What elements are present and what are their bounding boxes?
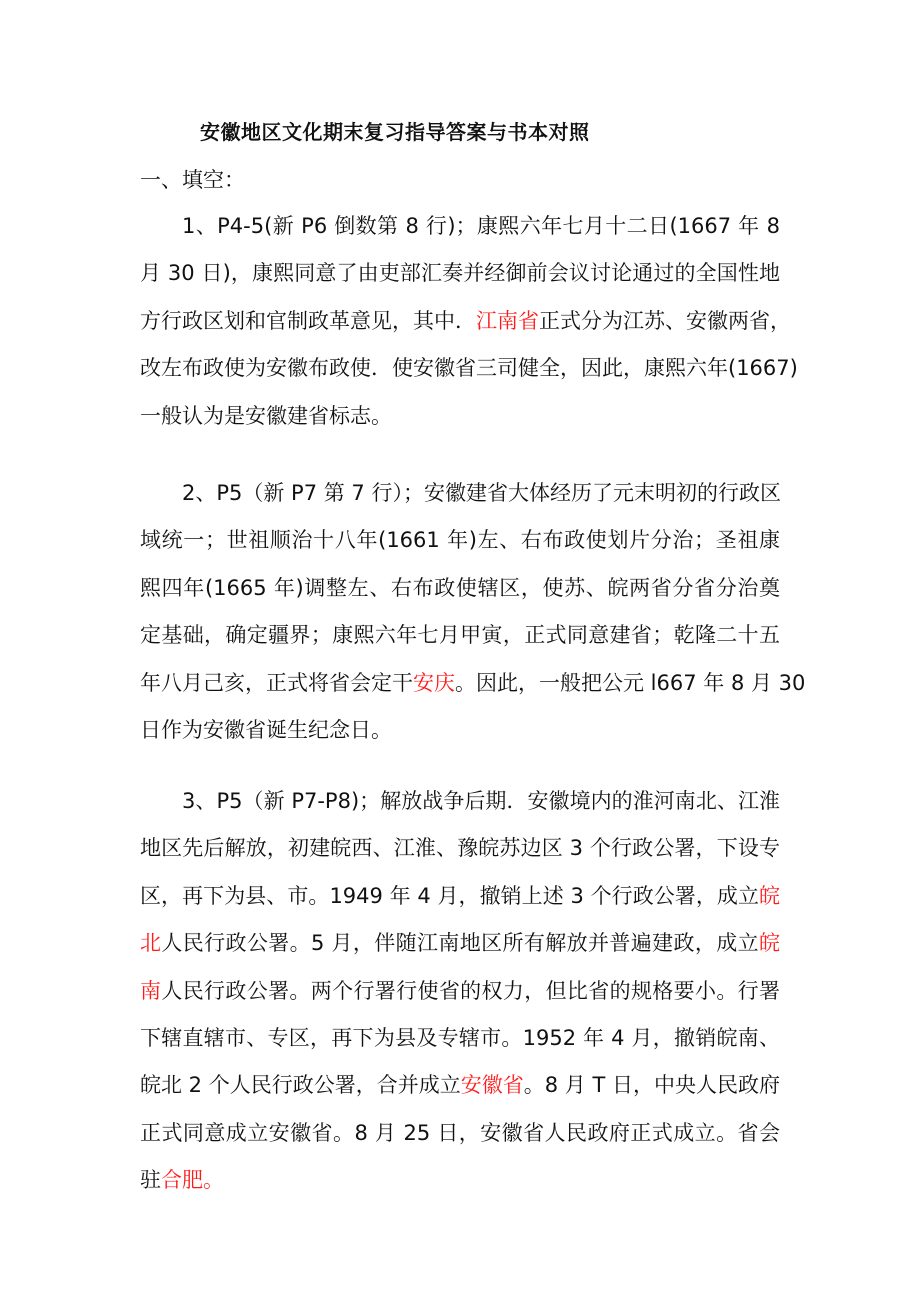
text-segment: 改左布政使为安徽布政使．使安徽省三司健全，因此，康熙六年(1667)	[140, 356, 798, 381]
paragraph-3-line	[140, 928, 780, 958]
section-heading: 一、填空：	[140, 168, 245, 192]
text-segment: 熙四年(1665 年)调整左、右布政使辖区，使苏、皖两省分省分治奠	[140, 575, 780, 600]
paragraph-3-line	[140, 833, 780, 863]
highlighted-answer: 江南省	[476, 308, 539, 333]
text-segment: 月 30 日)，康熙同意了由吏部汇奏并经御前会议讨论通过的全国性地	[140, 261, 780, 286]
paragraph-2-line	[140, 525, 780, 555]
text-segment: 年八月己亥，正式将省会定干	[140, 670, 413, 695]
paragraph-2-line	[140, 715, 780, 745]
text-segment: 人民行政公署。5 月，伴随江南地区所有解放并普遍建政，成立	[161, 931, 759, 956]
text-segment: 日作为安徽省诞生纪念日。	[140, 718, 392, 742]
paragraph-3-line	[140, 1023, 780, 1053]
paragraph-3-line	[140, 881, 780, 911]
paragraph-1-line	[182, 211, 780, 241]
paragraph-3-line	[140, 1165, 780, 1195]
highlighted-answer: 皖	[759, 931, 780, 956]
text-segment: 。因此，一般把公元 l667 年 8 月 30	[455, 670, 806, 695]
highlighted-answer: 北	[140, 931, 162, 956]
text-segment: 域统一；世祖顺治十八年(1661 年)左、右布政使划片分治；圣祖康	[140, 528, 780, 553]
text-segment: 地区先后解放，初建皖西、江淮、豫皖苏边区 3 个行政公署，下设专	[140, 836, 780, 861]
text-segment: 皖北 2 个人民行政公署，合并成立	[140, 1073, 461, 1098]
text-segment: 区，再下为县、市。1949 年 4 月，撤销上述 3 个行政公署，成立	[140, 883, 759, 908]
paragraph-3-line	[140, 1118, 780, 1148]
text-segment: 方行政区划和官制政革意见，其中．	[140, 308, 476, 333]
text-segment: 正式同意成立安徽省。8 月 25 日，安徽省人民政府正式成立。省会	[140, 1120, 780, 1145]
highlighted-answer: 皖	[759, 883, 780, 908]
paragraph-1-line	[140, 258, 780, 288]
text-segment: 1、P4-5(新 P6 倒数第 8 行)；康熙六年七月十二日(1667 年 8	[182, 214, 780, 238]
text-segment: 2、P5（新 P7 第 7 行）；安徽建省大体经历了元末明初的行政区	[182, 481, 781, 505]
text-segment: 一般认为是安徽建省标志。	[140, 403, 392, 428]
paragraph-3-line	[140, 1070, 780, 1100]
text-segment: 下辖直辖市、专区，再下为县及专辖市。1952 年 4 月，撤销皖南、	[140, 1026, 780, 1050]
text-segment: 定基础，确定疆界；康熙六年七月甲寅，正式同意建省；乾隆二十五	[140, 623, 780, 648]
paragraph-1-line	[140, 353, 798, 383]
paragraph-2-line	[140, 620, 780, 650]
paragraph-1-line	[140, 306, 791, 336]
paragraph-2-line	[182, 478, 780, 508]
highlighted-answer: 安徽省	[460, 1073, 524, 1098]
paragraph-2-line	[140, 668, 806, 698]
paragraph-3-line	[140, 976, 780, 1006]
text-segment: 。8 月 T 日，中央人民政府	[523, 1073, 781, 1098]
paragraph-3-line	[182, 786, 780, 816]
paragraph-2-line	[140, 573, 780, 603]
paragraph-1-line	[140, 401, 780, 431]
highlighted-answer: 合肥。	[161, 1168, 224, 1193]
document-title: 安徽地区文化期末复习指导答案与书本对照	[200, 120, 590, 144]
text-segment: 人民行政公署。两个行署行使省的权力，但比省的规格要小。行署	[161, 978, 781, 1003]
highlighted-answer: 安庆	[413, 670, 455, 695]
text-segment: 正式分为江苏、安徽两省，	[539, 308, 791, 333]
highlighted-answer: 南	[140, 978, 162, 1003]
text-segment: 驻	[140, 1168, 161, 1193]
text-segment: 3、P5（新 P7-P8)；解放战争后期．安徽境内的淮河南北、江淮	[182, 789, 780, 813]
